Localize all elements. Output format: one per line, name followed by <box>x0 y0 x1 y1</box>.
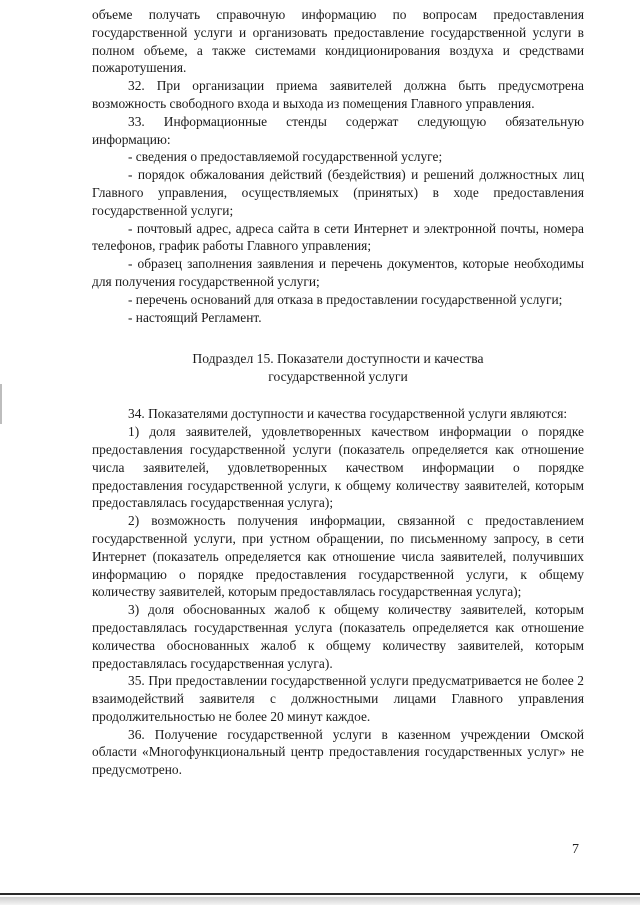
paragraph-34-item-1: 1) доля заявителей, удовлетворенных качеством информации о порядке предоставления государственной услуги (показатель определяется как отношение числа заявителей, удовлетворенных качеством информации о порядке предоставления государственной услуги, к общему количеству заявителей, которым предоставлялась государственная услуга); <box>92 424 584 511</box>
list-item-refusal-grounds: - перечень оснований для отказа в предоставлении государственной услуги; <box>128 291 563 307</box>
paragraph-35: 35. При предоставлении государственной услуги предусматривается не более 2 взаимодействий заявителя с должностными лицами Главного управления продолжительностью не более 20 минут каждое. <box>92 673 584 724</box>
paragraph-36: 36. Получение государственной услуги в казенном учреждении Омской области «Многофункциональный центр предоставления государственных услуг» не предусмотрено. <box>92 726 584 778</box>
section-heading-line-2: государственной услуги <box>268 369 408 385</box>
paragraph-34: 34. Показателями доступности и качества государственной услуги являются: <box>128 406 568 422</box>
section-heading <box>92 350 584 386</box>
section-heading-line-1: Подраздел 15. Показатели доступности и качества <box>192 351 484 367</box>
paragraph-34-item-3: 3) доля обоснованных жалоб к общему количеству заявителей, которым предоставлялась государственная услуга (показатель определяется как отношение количества обоснованных жалоб к общему количеству заявителей, которым предоставлялась государственная услуга). <box>92 602 584 671</box>
list-item-regulation: - настоящий Регламент. <box>128 309 262 325</box>
paragraph-continuation: объеме получать справочную информацию по вопросам предоставления государственной услуги и организовать предоставление государственной услуги в полном объеме, а также системами кондиционирования воздуха и средствами пожаротушения. <box>92 7 584 76</box>
paragraph-32: 32. При организации приема заявителей должна быть предусмотрена возможность свободного входа и выхода из помещения Главного управления. <box>92 78 584 111</box>
list-item-contacts: - почтовый адрес, адреса сайта в сети Интернет и электронной почты, номера телефонов, график работы Главного управления; <box>92 220 584 254</box>
list-item-application-sample: - образец заполнения заявления и перечень документов, которые необходимы для получения государственной услуги; <box>92 256 584 289</box>
paragraph-34-item-2: 2) возможность получения информации, связанной с предоставлением государственной услуги, при устном обращении, по письменному запросу, в сети Интернет (показатель определяется как отношение числа заявителей, получивших информацию о порядке предоставления государственной услуги, к общему количеству заявителей, которым предоставлялась государственная услуга); <box>92 513 584 600</box>
scan-shadow-bottom <box>0 897 640 905</box>
paragraph-33: 33. Информационные стенды содержат следующую обязательную информацию: <box>92 113 584 147</box>
page-number: 7 <box>572 842 579 857</box>
scan-edge-left <box>0 384 2 424</box>
document-page <box>92 6 584 779</box>
list-item-service-info: - сведения о предоставляемой государственной услуге; <box>128 149 443 165</box>
scan-edge-bottom <box>0 893 640 895</box>
list-item-appeal-procedure: - порядок обжалования действий (бездействия) и решений должностных лиц Главного управления, осуществляемых (принятых) в ходе предоставления государственной услуги; <box>92 167 584 218</box>
